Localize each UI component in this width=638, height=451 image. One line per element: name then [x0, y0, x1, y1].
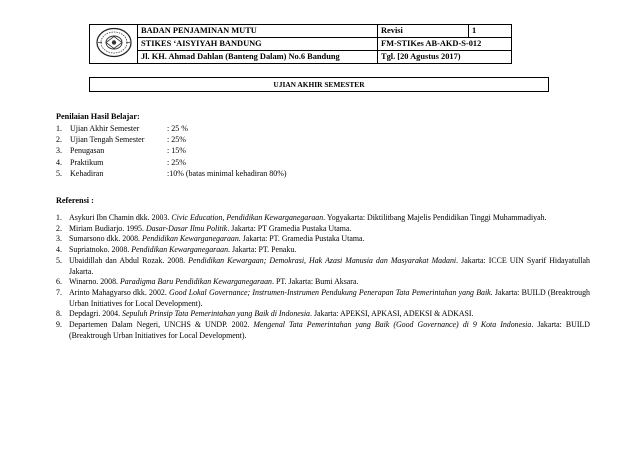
reference-publisher: . Jakarta: APEKSI, APKASI, ADEKSI & ADKASI. [310, 309, 474, 319]
reference-number: 9. [56, 320, 62, 330]
institution-logo-icon [94, 26, 134, 59]
item-number: 5. [56, 168, 62, 178]
org-name: BADAN PENJAMINAN MUTU [138, 25, 378, 38]
referensi-list [56, 213, 590, 341]
item-weight: : 25% [167, 135, 186, 145]
reference-title: Civic Education, Pendidikan Kewarganegaraan [171, 213, 324, 222]
reference-publisher: . Yogyakarta: Diktilitbang Majelis Pendidikan Tinggi Muhammadiyah. [323, 213, 547, 222]
reference-text [69, 320, 590, 341]
reference-title: Paradigma Baru Pendidikan Kewarganegaraan [119, 277, 272, 287]
reference-item [56, 256, 590, 277]
reference-item [56, 234, 590, 245]
reference-publisher: . Jakarta: BUILD (Breaktrough Urban Initiatives for Local Development). [69, 320, 590, 340]
reference-item [56, 320, 590, 341]
reference-author-year: Departemen Dalam Negeri, UNCHS & UNDP. 2002. [69, 320, 254, 330]
reference-item [56, 224, 590, 235]
reference-publisher: . Jakarta: PT. Penaku. [228, 245, 297, 255]
item-number: 1. [56, 124, 62, 133]
item-label: Ujian Tengah Semester [70, 135, 145, 145]
item-weight: : 25% [167, 157, 186, 167]
item-weight: : 15% [167, 146, 186, 156]
reference-text [69, 277, 590, 288]
reference-item [56, 277, 590, 288]
reference-author-year: Depdagri. 2004. [69, 309, 123, 319]
item-label: Ujian Akhir Semester [70, 124, 140, 133]
reference-publisher: . Jakarta: PT Gramedia Pustaka Utama. [227, 223, 352, 233]
referensi-heading: Referensi : [56, 196, 94, 205]
reference-text [69, 224, 590, 235]
item-number: 2. [56, 135, 62, 145]
reference-publisher: Jakarta: PT. Gramedia Pustaka Utama. [240, 234, 365, 244]
penilaian-item [56, 134, 287, 145]
penilaian-item [56, 157, 287, 168]
reference-title: Sepuluh Prinsip Tata Pemerintahan yang Baik di Indonesia [122, 309, 311, 319]
reference-publisher: . Jakarta: ICCE UIN Syarif Hidayatullah Jakarta. [69, 255, 590, 276]
reference-title: Good Lokal Governance; Instrumen-Instrumen Pendukung Penerapan Tata Pemerintahan yang Baik. [169, 287, 493, 297]
reference-number: 5. [56, 255, 62, 265]
item-label: Kehadiran [70, 168, 104, 178]
revisi-value: 1 [469, 25, 512, 38]
reference-number: 1. [56, 213, 62, 222]
item-weight: : 25 % [167, 124, 188, 133]
reference-item [56, 245, 590, 256]
reference-publisher: . PT. Jakarta: Bumi Aksara. [272, 277, 359, 287]
item-label: Penugasan [70, 146, 105, 156]
reference-text [69, 213, 590, 224]
reference-number: 7. [56, 287, 62, 297]
reference-number: 4. [56, 245, 62, 255]
item-number: 3. [56, 146, 62, 156]
reference-text [69, 245, 590, 256]
reference-number: 6. [56, 277, 62, 287]
penilaian-item [56, 168, 287, 179]
reference-text [69, 234, 590, 245]
penilaian-list [56, 123, 287, 179]
institution-address: Jl. KH. Ahmad Dahlan (Banteng Dalam) No.6 Bandung [138, 51, 378, 64]
reference-number: 2. [56, 223, 62, 233]
document-code: FM-STIKes AB-AKD-S-012 [378, 38, 512, 51]
reference-number: 8. [56, 309, 62, 319]
institution-name: STIKES ‘AISYIYAH BANDUNG [138, 38, 378, 51]
reference-title: Mengenal Tata Pemerintahan yang Baik (Good Governance) di 9 Kota Indonesia [253, 320, 532, 330]
reference-publisher: Jakarta: BUILD (Breaktrough Urban Initiatives for Local Development). [69, 287, 590, 308]
reference-author-year: Asykuri Ibn Chamin dkk. 2003. [69, 213, 172, 222]
reference-title: Pendidikan Kewarganegaraan. [142, 234, 241, 244]
document-header [89, 24, 512, 64]
reference-title: Dasar-Dasar Ilmu Politik [145, 223, 228, 233]
revisi-label: Revisi [378, 25, 469, 38]
reference-item [56, 309, 590, 320]
reference-number: 3. [56, 234, 62, 244]
reference-title: Pendidikan Kewarganegaraan [131, 245, 229, 255]
reference-author-year: Supriatnoko. 2008. [69, 245, 132, 255]
penilaian-heading: Penilaian Hasil Belajar: [56, 112, 140, 121]
reference-text [69, 309, 590, 320]
item-number: 4. [56, 157, 62, 167]
reference-item [56, 213, 590, 224]
penilaian-item [56, 123, 287, 134]
penilaian-item [56, 145, 287, 156]
reference-author-year: Winarno. 2008. [69, 277, 120, 287]
reference-author-year: Sumarsono dkk. 2008. [69, 234, 142, 244]
reference-text [69, 288, 590, 309]
reference-item [56, 288, 590, 309]
reference-author-year: Ubaidillah dan Abdul Rozak. 2008. [69, 255, 189, 265]
reference-text [69, 256, 590, 277]
reference-author-year: Miriam Budiarjo. 1995. [69, 223, 146, 233]
reference-title: Pendidikan Kewargaan; Demokrasi, Hak Azasi Manusia dan Masyarakat Madani [188, 255, 457, 265]
logo-cell [90, 25, 138, 64]
item-weight: :10% (batas minimal kehadiran 80%) [167, 168, 287, 178]
reference-author-year: Arinto Mahagyarso dkk. 2002. [69, 287, 170, 297]
document-date: Tgl. [20 Agustus 2017) [378, 51, 512, 64]
exam-title: UJIAN AKHIR SEMESTER [89, 77, 549, 92]
item-label: Praktikum [70, 157, 104, 167]
